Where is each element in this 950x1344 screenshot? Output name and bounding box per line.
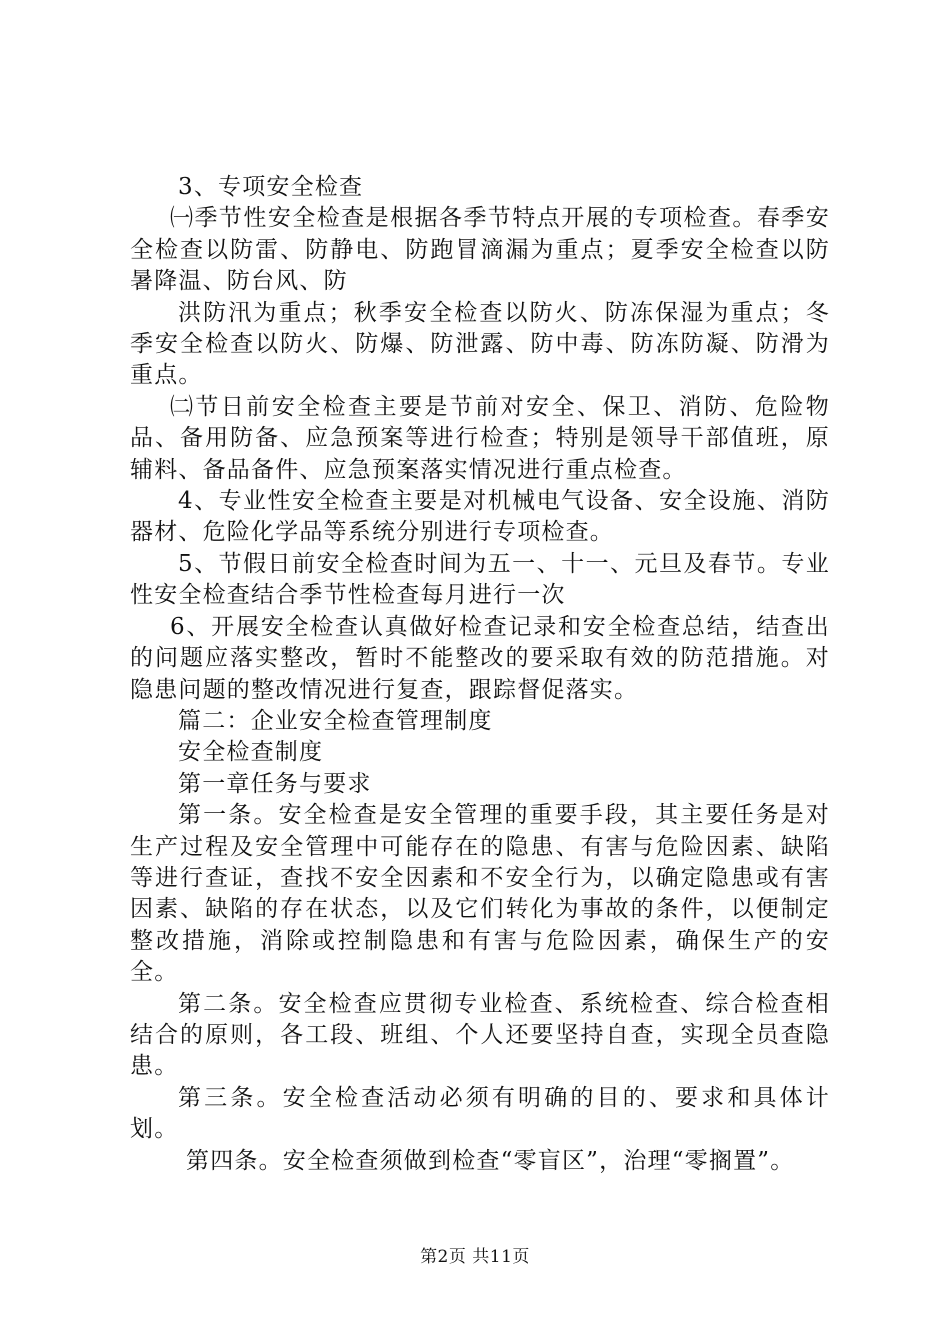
heading-chapter-one: 第一章任务与要求: [178, 770, 372, 797]
article-three: 第三条。安全检查活动必须有明确的目的、要求和具体计划。: [130, 1084, 830, 1143]
page-number-footer: 第2页 共11页: [420, 1247, 530, 1267]
heading-inspection-system: 安全检查制度: [178, 739, 324, 766]
paragraph-professional-inspection: 4、专业性安全检查主要是对机械电气设备、安全设施、消防器材、危险化学品等系统分别进行专项检查。: [130, 488, 830, 546]
paragraph-holiday-inspection: ㈡节日前安全检查主要是节前对安全、保卫、消防、危险物品、备用防备、应急预案等进行检查；特别是领导干部值班，原辅料、备品备件、应急预案落实情况进行重点检查。: [130, 393, 830, 483]
paragraph-seasonal-inspection-cont: 洪防汛为重点；秋季安全检查以防火、防冻保湿为重点；冬季安全检查以防火、防爆、防泄露、防中毒、防冻防凝、防滑为重点。: [130, 299, 830, 389]
document-body: [130, 172, 830, 1177]
article-one: 第一条。安全检查是安全管理的重要手段，其主要任务是对生产过程及安全管理中可能存在的隐患、有害与危险因素、缺陷等进行查证，查找不安全因素和不安全行为，以确定隐患或有害因素、缺陷的存在状态，以及它们转化为事故的条件，以便制定整改措施，消除或控制隐患和有害与危险因素，确保生产的安全。: [130, 802, 830, 986]
paragraph-seasonal-inspection: ㈠季节性安全检查是根据各季节特点开展的专项检查。春季安全检查以防雷、防静电、防跑冒滴漏为重点；夏季安全检查以防暑降温、防台风、防: [130, 205, 830, 295]
chapter-heading-part-two: 篇二：企业安全检查管理制度: [178, 707, 493, 734]
article-four: 第四条。安全检查须做到检查“零盲区”，治理“零搁置”。: [186, 1147, 795, 1174]
section-heading-special-inspection: 3、专项安全检查: [178, 174, 364, 200]
paragraph-holiday-schedule: 5、节假日前安全检查时间为五一、十一、元旦及春节。专业性安全检查结合季节性检查每月进行一次: [130, 550, 830, 609]
article-two: 第二条。安全检查应贯彻专业检查、系统检查、综合检查相结合的原则，各工段、班组、个人还要坚持自查，实现全员查隐患。: [130, 990, 830, 1080]
paragraph-inspection-records: 6、开展安全检查认真做好检查记录和安全检查总结，结查出的问题应落实整改，暂时不能整改的要采取有效的防范措施。对隐患问题的整改情况进行复查，跟踪督促落实。: [130, 613, 830, 703]
